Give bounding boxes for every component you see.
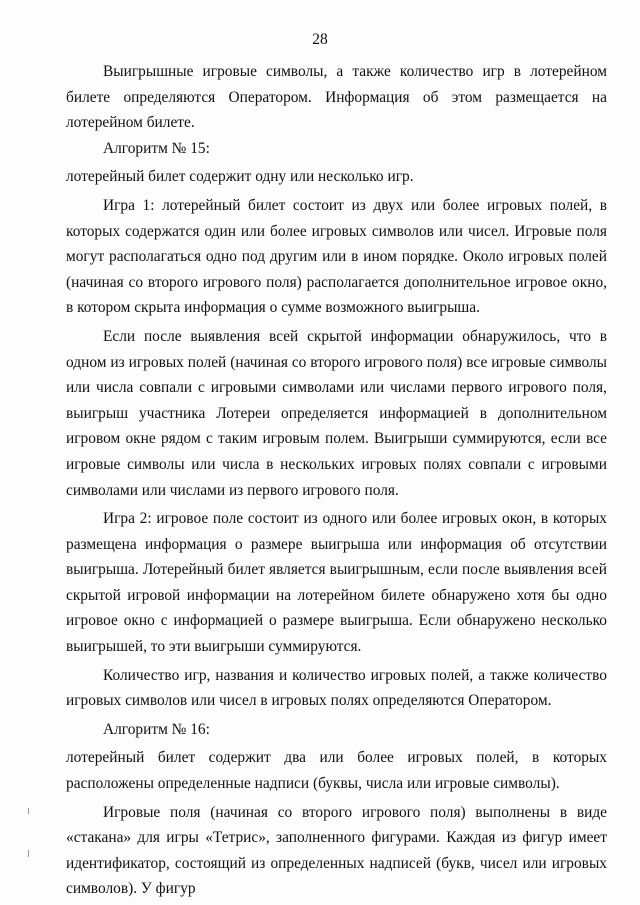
paragraph-winning-symbols: Выигрышные игровые символы, а также количество игр в лотерейном билете определяются Оператором. Информация об этом размещается на лотерейном билете.	[66, 63, 607, 132]
document-body	[66, 59, 607, 902]
paragraph-game-2: Игра 2: игровое поле состоит из одного или более игровых окон, в которых размещена информация о размере выигрыша или информация об отсутствии выигрыша. Лотерейный билет является выигрышным, если после выявления всей скрытой игровой информации на лотерейном билете обнаружено хотя бы одно игровое окно с информацией о размере выигрыша. Если обнаружено несколько выигрышей, то эти выигрыши суммируются.	[66, 510, 607, 656]
paragraph-algorithm-16-intro: лотерейный билет содержит два или более игровых полей, в которых расположены определенные надписи (буквы, числа или игровые символы).	[66, 749, 607, 793]
paragraph-algorithm-15-intro: лотерейный билет содержит одну или несколько игр.	[66, 168, 414, 186]
paragraph-game-count: Количество игр, названия и количество игровых полей, а также количество игровых символов или чисел в игровых полях определяются Оператором.	[66, 666, 607, 710]
scan-mark	[28, 850, 29, 857]
page-number: 28	[312, 31, 328, 48]
scan-mark	[28, 808, 29, 814]
paragraph-game-1: Игра 1: лотерейный билет состоит из двух или более игровых полей, в которых содержатся один или более игровых символов или чисел. Игровые поля могут располагаться одно под другим или в ином порядке. Около игровых полей (начиная со второго игрового поля) располагается дополнительное игровое окно, в котором скрыта информация о сумме возможного выигрыша.	[66, 196, 607, 317]
paragraph-algorithm-15-heading: Алгоритм № 15:	[103, 139, 210, 157]
paragraph-tetris-fields: Игровые поля (начиная со второго игрового поля) выполнены в виде «стакана» для игры «Тетрис», заполненного фигурами. Каждая из фигур имеет идентификатор, состоящий из определенных надписей (букв, чисел или игровых символов). У фигур	[66, 803, 607, 898]
paragraph-game-1-winnings: Если после выявления всей скрытой информации обнаружилось, что в одном из игровых полей (начиная со второго игрового поля) все игровые символы или числа совпали с игровыми символами или числами первого игрового поля, выигрыш участника Лотереи определяется информацией в дополнительном игровом окне рядом с таким игровым полем. Выигрыши суммируются, если все игровые символы или числа в нескольких игровых полях совпали с игровыми символами или числами из первого игрового поля.	[66, 327, 607, 499]
paragraph-algorithm-16-heading: Алгоритм № 16:	[103, 720, 210, 738]
